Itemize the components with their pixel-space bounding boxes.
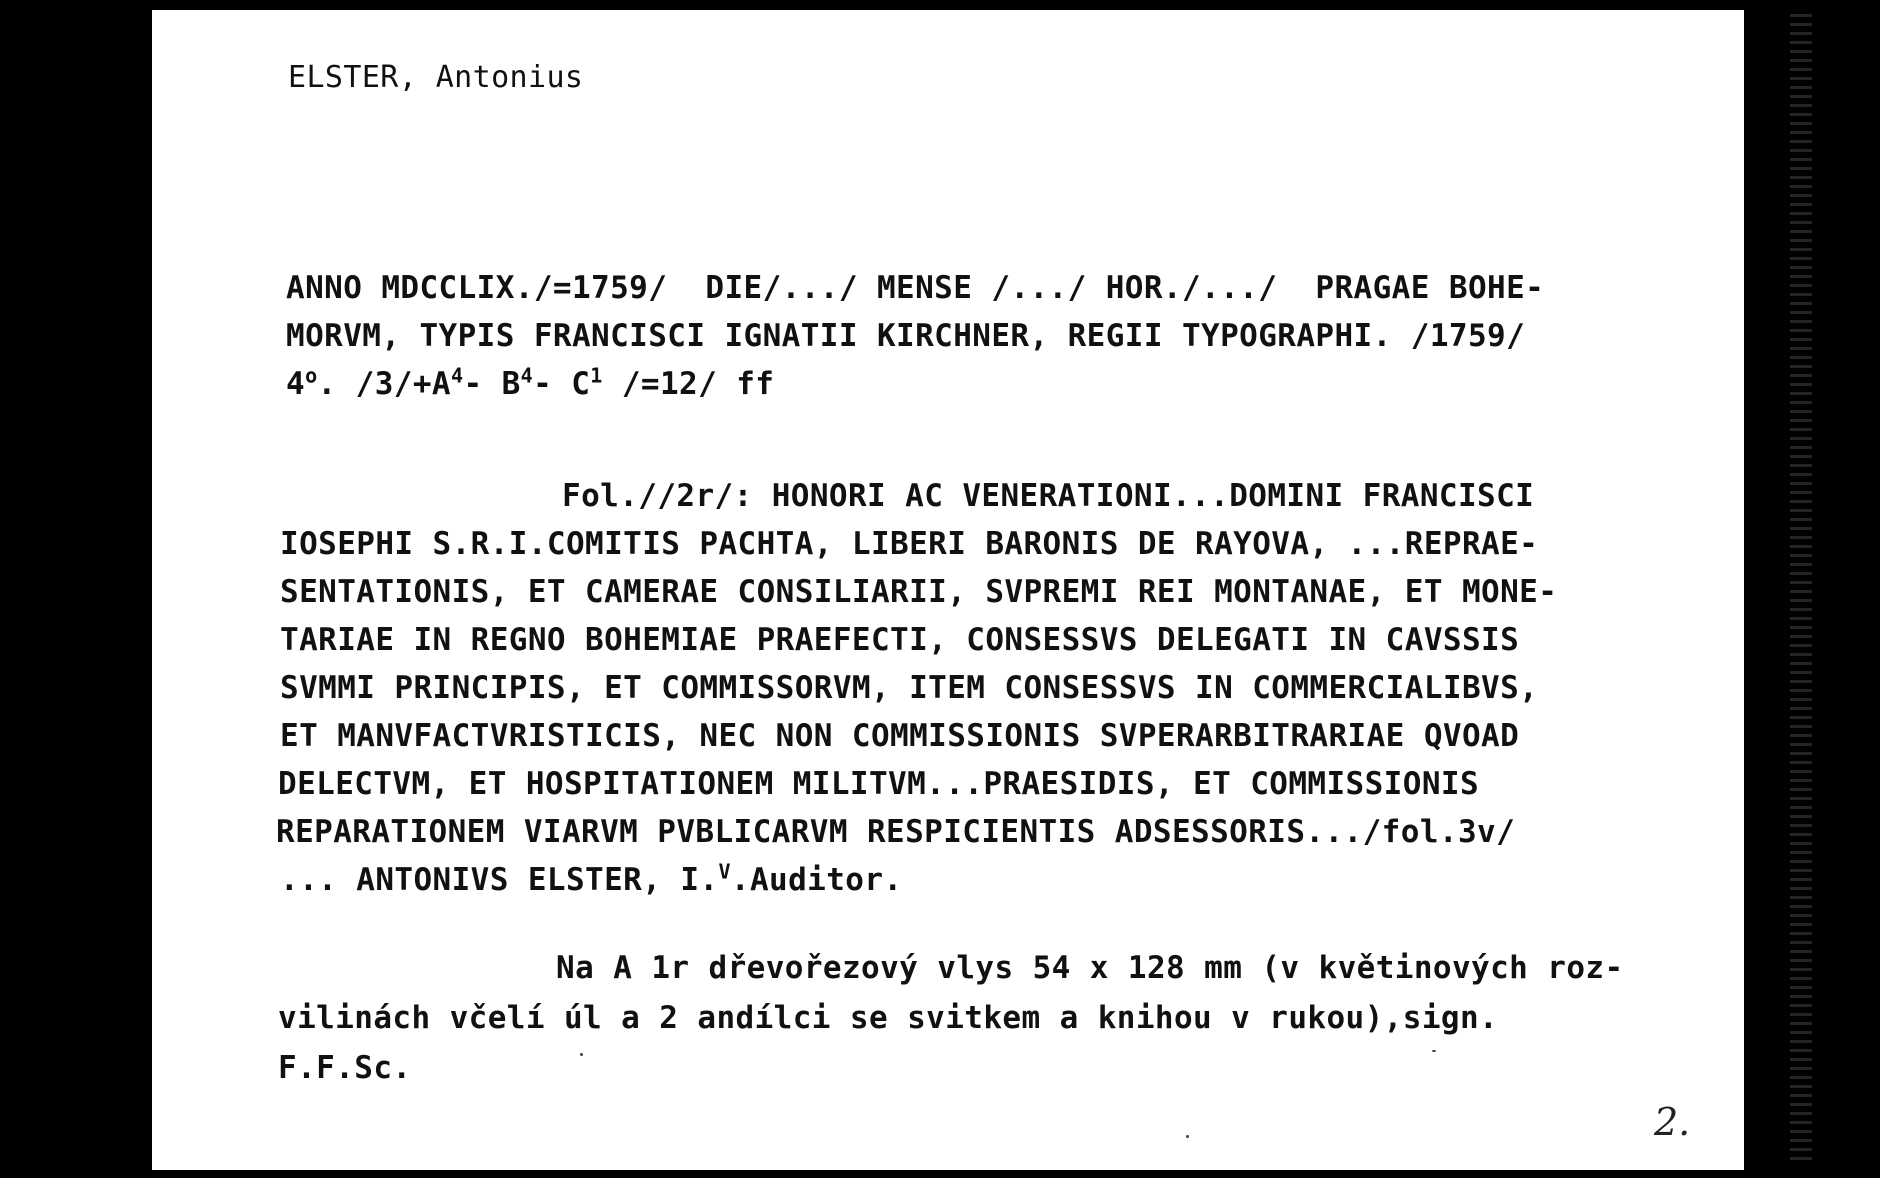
- title-line: REPARATIONEM VIARVM PVBLICARVM RESPICIENTIS ADSESSORIS.../fol.3v/: [276, 814, 1516, 850]
- note-line: F.F.Sc.: [278, 1050, 412, 1086]
- scan-speck: [1432, 1050, 1436, 1052]
- title-line: IOSEPHI S.R.I.COMITIS PACHTA, LIBERI BARONIS DE RAYOVA, ...REPRAE-: [280, 526, 1539, 562]
- collation-c-count: 1: [590, 363, 603, 388]
- scan-speck: [580, 1053, 583, 1056]
- collation-line: [286, 363, 775, 402]
- title-line: Fol.//2r/: HONORI AC VENERATIONI...DOMINI FRANCISCI: [562, 478, 1535, 514]
- collation-signature-b: - B: [463, 366, 521, 402]
- collation-signature-a: . /3/+A: [317, 366, 451, 402]
- collation-leaf-count: /=12/ ff: [602, 366, 775, 402]
- signoff-name: ... ANTONIVS ELSTER, I.: [280, 862, 719, 898]
- page-number: 2.: [1654, 1100, 1691, 1144]
- collation-format: 4: [286, 366, 306, 402]
- collation-format-degree: o: [305, 363, 318, 388]
- title-line: SENTATIONIS, ET CAMERAE CONSILIARII, SVPREMI REI MONTANAE, ET MONE-: [280, 574, 1558, 610]
- scan-edge-strip: [1790, 14, 1812, 1164]
- title-line: SVMMI PRINCIPIS, ET COMMISSORVM, ITEM CONSESSVS IN COMMERCIALIBVS,: [280, 670, 1539, 706]
- title-line: ET MANVFACTVRISTICIS, NEC NON COMMISSIONIS SVPERARBITRARIAE QVOAD: [280, 718, 1520, 754]
- title-line: DELECTVM, ET HOSPITATIONEM MILITVM...PRAESIDIS, ET COMMISSIONIS: [278, 766, 1480, 802]
- collation-a-count: 4: [450, 363, 464, 388]
- title-line: TARIAE IN REGNO BOHEMIAE PRAEFECTI, CONSESSVS DELEGATI IN CAVSSIS: [280, 622, 1520, 658]
- catalog-card: [152, 10, 1744, 1170]
- author-heading: ELSTER, Antonius: [288, 60, 584, 95]
- signoff-superscript: V: [718, 859, 731, 884]
- imprint-line-1: ANNO MDCCLIX./=1759/ DIE/.../ MENSE /.../ HOR./.../ PRAGAE BOHE-: [286, 270, 1545, 306]
- scan-speck: [1186, 1135, 1189, 1138]
- imprint-line-2: MORVM, TYPIS FRANCISCI IGNATII KIRCHNER, REGII TYPOGRAPHI. /1759/: [286, 318, 1526, 354]
- signoff-title: .Auditor.: [730, 862, 903, 898]
- note-line: vilinách včelí úl a 2 andílci se svitkem a knihou v rukou),sign.: [278, 1000, 1499, 1036]
- collation-signature-c: - C: [533, 366, 591, 402]
- collation-b-count: 4: [520, 363, 534, 388]
- note-line: Na A 1r dřevořezový vlys 54 x 128 mm (v květinových roz-: [556, 950, 1624, 986]
- signoff-line: [280, 859, 903, 898]
